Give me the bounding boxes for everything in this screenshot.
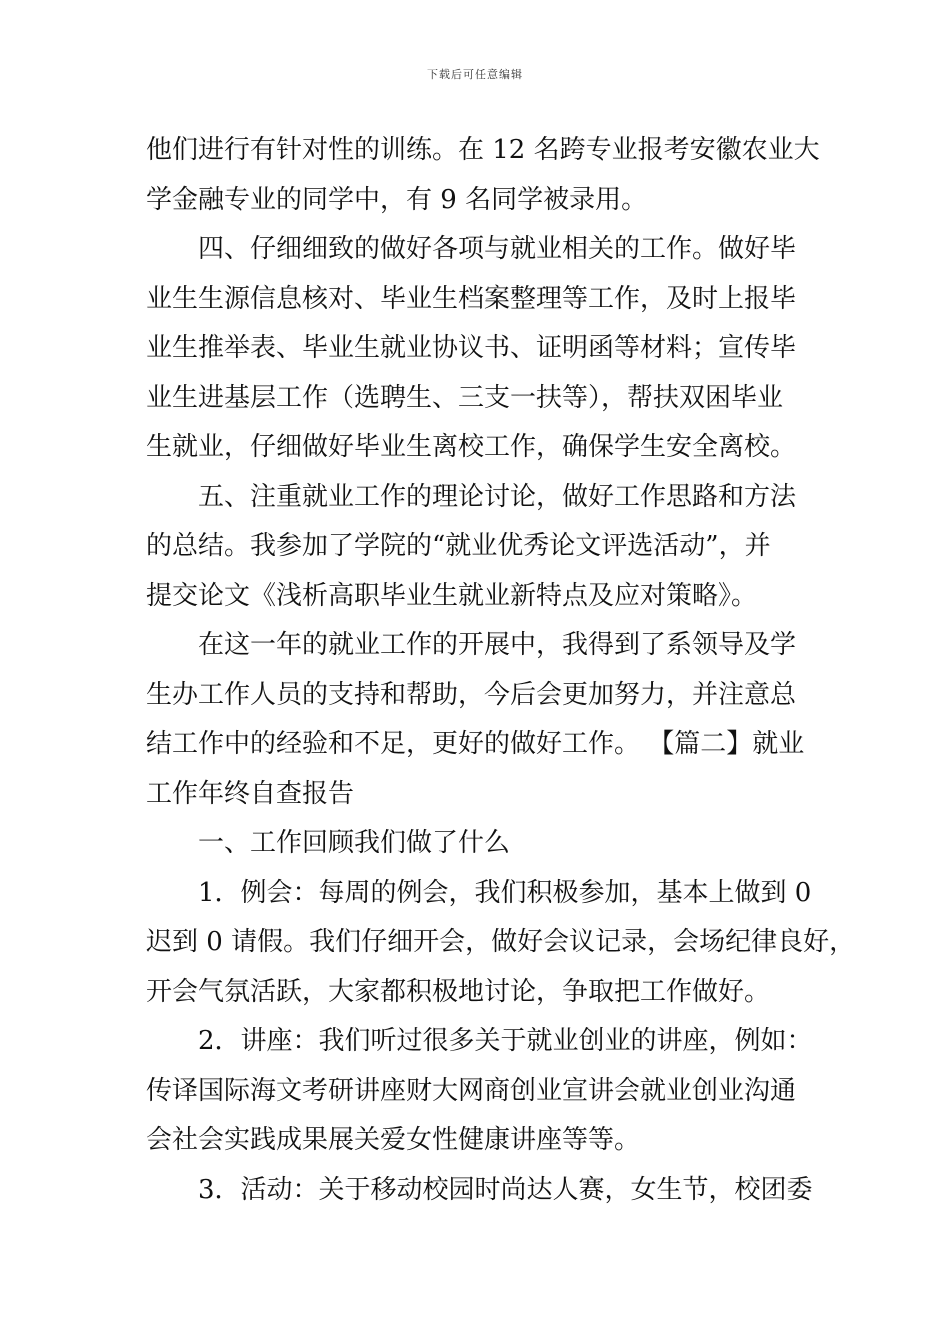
text-line: 业生推举表、毕业生就业协议书、证明函等材料；宣传毕 (146, 333, 797, 363)
text-line: 2．讲座：我们听过很多关于就业创业的讲座，例如： (198, 1026, 813, 1056)
text-line: 3．活动：关于移动校园时尚达人赛，女生节，校团委 (198, 1174, 813, 1205)
text-line: 1．例会：每周的例会，我们积极参加，基本上做到 0 (198, 877, 812, 908)
text-line: 开会气氛活跃，大家都积极地讨论，争取把工作做好。 (146, 976, 771, 1007)
text-line: 业生生源信息核对、毕业生档案整理等工作，及时上报毕 (146, 283, 797, 314)
text-line: 一、工作回顾我们做了什么 (198, 828, 511, 858)
text-line: 提交论文《浅析高职毕业生就业新特点及应对策略》。 (146, 580, 758, 611)
text-line: 在这一年的就业工作的开展中，我得到了系领导及学 (198, 630, 797, 660)
page-header: 下载后可任意编辑 (427, 68, 523, 81)
document-body (146, 126, 856, 1215)
text-line: 业生进基层工作（选聘生、三支一扶等），帮扶双困毕业 (146, 382, 784, 413)
text-line: 学金融专业的同学中，有 9 名同学被录用。 (146, 184, 648, 215)
text-line: 生办工作人员的支持和帮助，今后会更加努力，并注意总 (146, 679, 797, 710)
text-line: 会社会实践成果展关爱女性健康讲座等等。 (146, 1125, 641, 1155)
text-line: 四、仔细细致的做好各项与就业相关的工作。做好毕 (198, 234, 797, 264)
text-line: 结工作中的经验和不足，更好的做好工作。 【篇二】就业 (146, 729, 805, 759)
text-line: 传译国际海文考研讲座财大网商创业宣讲会就业创业沟通 (146, 1075, 797, 1106)
text-line: 工作年终自查报告 (146, 778, 355, 809)
text-line: 迟到 0 请假。我们仔细开会，做好会议记录，会场纪律良好， (146, 927, 856, 957)
text-line: 的总结。我参加了学院的“就业优秀论文评选活动”，并 (146, 531, 771, 561)
text-line: 生就业，仔细做好毕业生离校工作，确保学生安全离校。 (146, 432, 797, 462)
text-line: 五、注重就业工作的理论讨论，做好工作思路和方法 (198, 481, 797, 512)
text-line: 他们进行有针对性的训练。在 12 名跨专业报考安徽农业大 (146, 135, 820, 165)
